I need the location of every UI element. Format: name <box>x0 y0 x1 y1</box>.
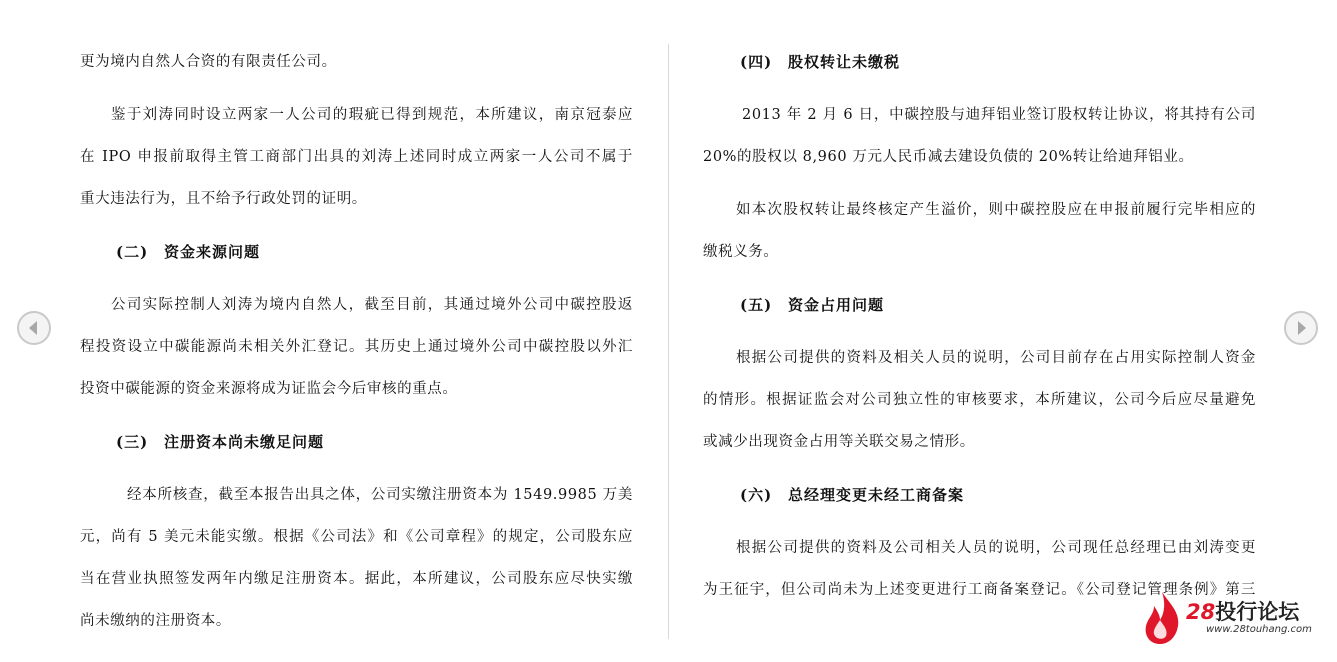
watermark-title: 28投行论坛 <box>1186 600 1300 624</box>
text-line: 投资中碳能源的资金来源将成为证监会今后审核的重点。 <box>80 381 458 397</box>
text-line: 或减少出现资金占用等关联交易之情形。 <box>703 434 975 450</box>
section-number: (二) <box>116 243 149 261</box>
page-divider <box>668 44 669 639</box>
watermark-url: www.28touhang.com <box>1206 624 1312 635</box>
text-line: 20%的股权以 8,960 万元人民币减去建设负债的 20%转让给迪拜铝业。 <box>703 149 1194 165</box>
text-line: 缴税义务。 <box>703 244 779 260</box>
text-line: 在 IPO 申报前取得主管工商部门出具的刘涛上述同时成立两家一人公司不属于 <box>80 149 633 165</box>
section-heading <box>116 432 324 452</box>
section-number: (五) <box>740 296 773 314</box>
chevron-right-icon <box>1286 313 1316 343</box>
text-line: 尚未缴纳的注册资本。 <box>80 613 231 629</box>
text-line: 当在营业执照签发两年内缴足注册资本。据此，本所建议，公司股东应尽快实缴 <box>80 571 633 587</box>
chevron-left-icon <box>19 313 49 343</box>
text-line: 的情形。根据证监会对公司独立性的审核要求，本所建议，公司今后应尽量避免 <box>703 392 1256 408</box>
text-line: 程投资设立中碳能源尚未相关外汇登记。其历史上通过境外公司中碳控股以外汇 <box>80 339 633 355</box>
right-page-column <box>703 0 1259 662</box>
section-heading <box>740 295 884 315</box>
prev-page-button[interactable] <box>17 311 51 345</box>
next-page-button[interactable] <box>1284 311 1318 345</box>
text-line: 重大违法行为，且不给予行政处罚的证明。 <box>80 191 367 207</box>
forum-watermark-logo <box>1140 590 1330 650</box>
section-title: 资金来源问题 <box>164 243 261 261</box>
text-line: 鉴于刘涛同时设立两家一人公司的瑕疵已得到规范，本所建议，南京冠泰应 <box>111 107 633 123</box>
section-number: (六) <box>740 486 773 504</box>
section-heading <box>740 52 900 72</box>
text-line: 更为境内自然人合资的有限责任公司。 <box>80 54 337 70</box>
section-title: 注册资本尚未缴足问题 <box>164 433 325 451</box>
text-line: 元，尚有 5 美元未能实缴。根据《公司法》和《公司章程》的规定，公司股东应 <box>80 529 633 545</box>
section-title: 总经理变更未经工商备案 <box>788 486 965 504</box>
section-title: 资金占用问题 <box>788 296 885 314</box>
section-number: (四) <box>740 53 773 71</box>
text-line: 公司实际控制人刘涛为境内自然人，截至目前，其通过境外公司中碳控股返 <box>111 297 633 313</box>
text-line: 为王征宇，但公司尚未为上述变更进行工商备案登记。《公司登记管理条例》第三 <box>703 582 1256 598</box>
text-line: 根据公司提供的资料及公司相关人员的说明，公司现任总经理已由刘涛变更 <box>736 540 1256 556</box>
section-title: 股权转让未缴税 <box>788 53 901 71</box>
text-line: 如本次股权转让最终核定产生溢价，则中碳控股应在申报前履行完毕相应的 <box>736 202 1256 218</box>
left-page-column <box>80 0 636 662</box>
text-line: 经本所核查，截至本报告出具之体，公司实缴注册资本为 1549.9985 万美 <box>127 487 633 503</box>
section-heading <box>116 242 260 262</box>
text-line: 根据公司提供的资料及相关人员的说明，公司目前存在占用实际控制人资金 <box>736 350 1256 366</box>
flame-icon <box>1140 590 1184 646</box>
section-number: (三) <box>116 433 149 451</box>
text-line: 2013 年 2 月 6 日，中碳控股与迪拜铝业签订股权转让协议，将其持有公司 <box>742 107 1256 123</box>
section-heading <box>740 485 964 505</box>
